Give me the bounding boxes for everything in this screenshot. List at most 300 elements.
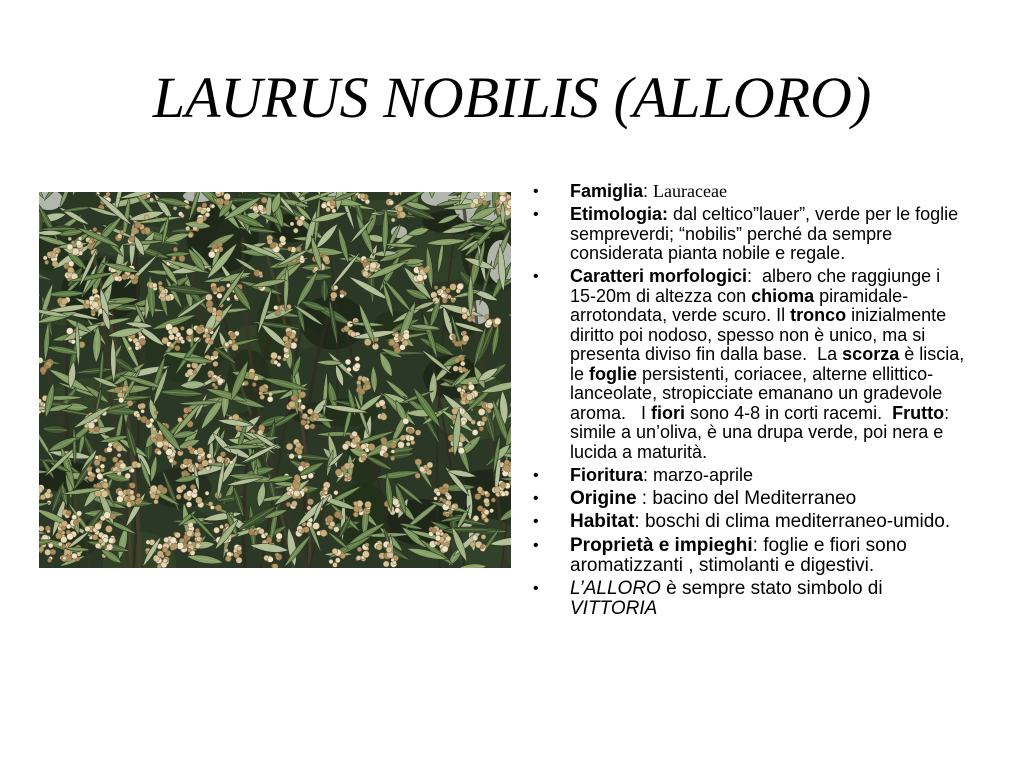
flower-bud — [249, 528, 254, 533]
origine-label: Origine — [570, 487, 637, 509]
flower-bud — [95, 456, 99, 460]
flower-bud — [61, 298, 67, 304]
flower-bud — [45, 549, 51, 555]
flower-bud — [107, 447, 113, 453]
flower-bud — [58, 542, 62, 546]
flower-bud — [409, 436, 414, 441]
flower-bud — [435, 535, 441, 541]
flower-bud — [188, 233, 193, 238]
flower-bud — [206, 467, 210, 471]
flower-bud — [216, 315, 222, 321]
flower-bud — [209, 340, 214, 345]
flower-bud — [163, 445, 168, 450]
flower-bud — [196, 536, 201, 541]
flower-bud — [144, 215, 149, 220]
flower-bud — [101, 490, 108, 497]
flower-bud — [206, 294, 213, 301]
flower-bud — [275, 553, 279, 557]
flower-bud — [500, 482, 506, 488]
flower-bud — [452, 504, 457, 509]
bullet-habitat — [533, 511, 970, 532]
flower-bud — [381, 414, 387, 420]
flower-bud — [120, 463, 126, 469]
flower-bud — [313, 417, 317, 421]
flower-bud — [131, 227, 138, 234]
flower-bud — [154, 499, 159, 504]
flower-bud — [170, 343, 174, 347]
flower-bud — [198, 455, 202, 459]
flower-bud — [457, 284, 463, 290]
flower-bud — [360, 193, 365, 198]
flower-bud — [320, 530, 327, 537]
flower-bud — [170, 537, 177, 544]
flower-bud — [271, 352, 278, 359]
flower-bud — [307, 499, 313, 505]
flower-bud — [68, 261, 74, 267]
flower-bud — [459, 356, 464, 361]
flower-bud — [286, 331, 291, 336]
flower-bud — [293, 490, 300, 497]
flower-bud — [73, 520, 79, 526]
flower-bud — [403, 418, 409, 424]
flower-bud — [289, 401, 296, 408]
flower-bud — [136, 414, 140, 418]
flower-bud — [340, 553, 345, 558]
flower-bud — [361, 444, 367, 450]
flower-bud — [326, 521, 330, 525]
bullet-marker: • — [533, 206, 539, 223]
flower-bud — [205, 212, 210, 217]
flower-bud — [71, 339, 76, 344]
flower-bud — [457, 387, 462, 392]
flower-bud — [454, 341, 459, 346]
flower-bud — [202, 460, 209, 467]
flower-bud — [472, 535, 478, 541]
flower-bud — [292, 501, 298, 507]
flower-bud — [52, 261, 58, 267]
flower-bud — [394, 192, 399, 195]
flower-bud — [260, 395, 265, 400]
flower-bud — [289, 454, 294, 459]
flower-bud — [370, 262, 377, 269]
flower-bud — [92, 534, 98, 540]
flower-bud — [424, 267, 430, 273]
flower-bud — [225, 556, 231, 562]
famiglia-separator: : — [643, 181, 654, 201]
flower-bud — [296, 442, 302, 448]
flower-bud — [188, 548, 192, 552]
caratteri-text: sono 4-8 in corti racemi. — [685, 402, 893, 423]
flower-bud — [462, 314, 468, 320]
flower-bud — [169, 334, 175, 340]
flower-bud — [487, 409, 491, 413]
flower-bud — [445, 513, 449, 517]
flower-bud — [306, 420, 310, 424]
flower-bud — [187, 445, 192, 450]
flower-bud — [84, 424, 88, 428]
flower-bud — [228, 340, 233, 345]
flower-bud — [193, 370, 197, 374]
flower-bud — [415, 459, 422, 466]
flower-bud — [208, 502, 212, 506]
flower-bud — [460, 361, 465, 366]
scorza-term: scorza — [842, 344, 900, 364]
flower-bud — [188, 522, 193, 527]
flower-bud — [88, 422, 95, 429]
flower-bud — [140, 403, 146, 409]
flower-bud — [104, 512, 111, 519]
flower-bud — [389, 200, 394, 205]
flower-bud — [130, 495, 135, 500]
caratteri-text: : simile a un’oliva, è una drupa verde, poi nera e lucida a maturità. — [570, 402, 955, 462]
flower-bud — [478, 198, 483, 203]
flower-bud — [214, 385, 218, 389]
flower-bud — [497, 208, 501, 212]
flower-bud — [141, 230, 145, 234]
flower-bud — [503, 465, 510, 472]
flower-bud — [434, 286, 438, 290]
flower-bud — [391, 456, 395, 460]
flower-bud — [211, 378, 215, 382]
flower-bud — [304, 424, 309, 429]
flower-bud — [173, 247, 177, 251]
flower-bud — [462, 331, 467, 336]
flower-bud — [472, 430, 478, 436]
flower-bud — [129, 483, 133, 487]
flower-bud — [56, 249, 60, 253]
flower-bud — [267, 239, 272, 244]
flower-bud — [269, 392, 273, 396]
flower-bud — [441, 489, 446, 494]
flower-bud — [186, 502, 192, 508]
flower-bud — [354, 436, 360, 442]
flower-bud — [130, 468, 134, 472]
flower-bud — [480, 545, 484, 549]
habitat-value: : boschi di clima mediterraneo-umido. — [634, 511, 951, 532]
flower-bud — [381, 437, 387, 443]
flower-bud — [195, 528, 199, 532]
flower-bud — [197, 217, 204, 224]
flower-bud — [323, 256, 330, 263]
flower-bud — [504, 460, 509, 465]
flower-bud — [176, 494, 181, 499]
flower-bud — [326, 207, 331, 212]
vittoria-term: VITTORIA — [570, 598, 658, 619]
flower-bud — [63, 556, 67, 560]
flower-bud — [230, 332, 236, 338]
flower-bud — [447, 495, 452, 500]
flower-bud — [39, 547, 44, 553]
flower-bud — [275, 310, 281, 316]
flower-bud — [362, 271, 368, 277]
flower-bud — [478, 409, 485, 416]
flower-bud — [92, 301, 99, 308]
flower-bud — [163, 559, 167, 563]
tronco-term: tronco — [790, 305, 847, 325]
flower-bud — [197, 448, 203, 454]
flower-bud — [268, 557, 274, 563]
flower-bud — [274, 305, 278, 309]
flower-bud — [40, 367, 47, 374]
flower-bud — [437, 290, 441, 294]
flower-bud — [215, 505, 221, 511]
flower-bud — [117, 496, 124, 503]
flower-bud — [224, 548, 228, 552]
flower-bud — [161, 289, 166, 294]
bullet-marker: • — [533, 489, 539, 507]
bullet-alloro-vittoria — [533, 578, 970, 619]
flower-bud — [264, 532, 268, 536]
flower-bud — [354, 501, 359, 506]
flower-bud — [39, 526, 44, 532]
flower-bud — [128, 346, 132, 350]
flower-bud — [208, 328, 212, 332]
flower-bud — [165, 295, 171, 301]
flower-bud — [313, 523, 320, 530]
flower-bud — [108, 443, 112, 447]
flower-bud — [307, 522, 313, 528]
flower-bud — [427, 462, 433, 468]
flower-bud — [40, 495, 45, 500]
flower-bud — [186, 226, 190, 230]
flower-bud — [393, 561, 397, 565]
flower-bud — [334, 491, 338, 495]
flower-bud — [344, 463, 350, 469]
flower-bud — [196, 497, 203, 504]
flower-bud — [342, 444, 348, 450]
flower-bud — [334, 286, 338, 290]
flower-bud — [156, 441, 163, 448]
flower-bud — [95, 543, 100, 548]
flower-bud — [112, 457, 118, 463]
flower-bud — [353, 512, 358, 517]
etimologia-text: dal celtico”lauer”, verde per le foglie sempreverdi; “nobilis” perché da sempre considerata pianta nobile e regale. — [570, 204, 964, 263]
flower-bud — [482, 416, 487, 421]
flower-bud — [355, 356, 360, 361]
flower-bud — [277, 363, 281, 367]
flower-bud — [442, 546, 448, 552]
flower-bud — [150, 198, 154, 202]
habitat-label: Habitat — [570, 511, 635, 532]
flower-bud — [411, 440, 415, 444]
flower-bud — [391, 450, 395, 454]
flower-bud — [436, 492, 440, 496]
flower-bud — [298, 455, 302, 459]
flower-bud — [67, 533, 74, 540]
bullet-marker: • — [533, 268, 539, 285]
flower-bud — [386, 547, 392, 553]
flower-bud — [324, 487, 328, 491]
flower-bud — [230, 461, 234, 465]
flower-bud — [171, 543, 178, 550]
flower-bud — [466, 394, 473, 401]
flower-bud — [117, 392, 122, 397]
flower-bud — [94, 460, 100, 466]
flower-bud — [66, 524, 71, 529]
flower-bud — [442, 499, 446, 503]
flower-bud — [445, 288, 450, 293]
flower-bud — [361, 376, 367, 382]
flower-bud — [368, 444, 375, 451]
flower-bud — [379, 400, 385, 406]
proprieta-label: Proprietà e impieghi — [570, 534, 753, 556]
flower-bud — [259, 386, 265, 392]
bullet-list — [533, 181, 970, 619]
flower-bud — [484, 518, 489, 523]
flower-bud — [154, 411, 158, 415]
flower-bud — [181, 340, 185, 344]
flower-bud — [352, 431, 358, 437]
flower-bud — [217, 242, 223, 248]
slide-title: LAURUS NOBILIS (ALLORO) — [152, 65, 872, 130]
flower-bud — [294, 338, 298, 342]
flower-bud — [135, 342, 140, 347]
flower-bud — [479, 427, 484, 432]
flower-bud — [389, 192, 393, 195]
flower-bud — [136, 463, 141, 468]
flower-bud — [122, 274, 128, 280]
flower-bud — [136, 498, 142, 504]
flower-bud — [330, 521, 335, 526]
flower-bud — [145, 419, 150, 424]
flower-bud — [47, 489, 51, 493]
flower-bud — [451, 299, 455, 303]
flower-bud — [175, 345, 180, 350]
flower-bud — [43, 256, 47, 260]
bullet-caratteri-morfologici — [533, 266, 970, 462]
flower-bud — [365, 501, 372, 508]
flower-bud — [484, 510, 489, 515]
flower-bud — [175, 532, 181, 538]
flower-bud — [224, 193, 231, 200]
flower-bud — [400, 344, 406, 350]
flower-bud — [307, 409, 313, 415]
flower-bud — [470, 203, 476, 209]
flower-bud — [77, 511, 82, 516]
flower-bud — [480, 421, 485, 426]
flower-bud — [288, 339, 292, 343]
flower-bud — [258, 271, 262, 275]
flower-bud — [232, 344, 239, 351]
flower-bud — [283, 336, 289, 342]
flower-bud — [47, 529, 51, 533]
flower-bud — [383, 452, 388, 457]
flower-bud — [390, 442, 397, 449]
flower-bud — [344, 474, 348, 478]
flower-bud — [146, 540, 150, 544]
laurel-photo-drawing — [39, 192, 511, 568]
flower-bud — [446, 536, 451, 541]
flower-bud — [95, 523, 102, 530]
flower-bud — [398, 441, 405, 448]
flower-bud — [47, 252, 52, 257]
flower-bud — [391, 218, 395, 222]
flower-bud — [72, 553, 78, 559]
flower-bud — [92, 288, 98, 294]
etimologia-label: Etimologia: — [570, 204, 668, 224]
flower-bud — [72, 515, 77, 520]
flower-bud — [158, 281, 162, 285]
bullet-marker: • — [533, 183, 539, 200]
flower-bud — [462, 335, 469, 342]
foglie-term: foglie — [589, 363, 638, 384]
flower-bud — [299, 391, 305, 397]
flower-bud — [329, 559, 333, 563]
flower-bud — [103, 537, 108, 542]
flower-bud — [106, 192, 110, 196]
flower-bud — [285, 342, 291, 348]
flower-bud — [415, 430, 421, 436]
flower-bud — [490, 509, 494, 513]
flower-bud — [216, 199, 221, 204]
flower-bud — [333, 562, 338, 567]
flower-bud — [114, 276, 119, 281]
flower-bud — [88, 476, 94, 482]
fiori-term: fiori — [651, 402, 686, 423]
flower-bud — [202, 203, 207, 208]
flower-bud — [113, 468, 117, 472]
flower-bud — [301, 420, 307, 426]
bullet-origine — [533, 487, 970, 509]
flower-bud — [108, 538, 114, 544]
alloro-text: è sempre stato simbolo di — [660, 578, 888, 599]
flower-bud — [193, 226, 198, 231]
famiglia-label: Famiglia — [570, 181, 644, 201]
flower-bud — [208, 251, 215, 258]
flower-bud — [206, 300, 213, 307]
flower-bud — [453, 366, 459, 372]
flower-bud — [294, 483, 300, 489]
flower-bud — [486, 320, 492, 326]
flower-bud — [208, 374, 212, 378]
flower-bud — [107, 544, 113, 550]
flower-bud — [484, 498, 490, 504]
flower-bud — [157, 551, 163, 557]
flower-bud — [89, 240, 93, 244]
flower-bud — [105, 526, 112, 533]
flower-bud — [61, 531, 65, 535]
flower-bud — [67, 244, 73, 250]
flower-bud — [186, 530, 192, 536]
flower-bud — [283, 357, 287, 361]
flower-bud — [213, 287, 217, 291]
flower-bud — [408, 428, 414, 434]
flower-bud — [205, 491, 209, 495]
flower-bud — [397, 206, 403, 212]
chioma-term: chioma — [751, 285, 815, 306]
flower-bud — [150, 493, 155, 498]
flower-bud — [475, 494, 481, 500]
flower-bud — [129, 490, 134, 495]
flower-bud — [442, 298, 447, 303]
flower-bud — [47, 558, 51, 562]
caratteri-text: piramidale-arrotondata, verde scuro. Il — [570, 285, 909, 325]
flower-bud — [477, 487, 483, 493]
flower-bud — [116, 445, 123, 452]
flower-bud — [66, 510, 71, 515]
flower-bud — [324, 491, 328, 495]
flower-bud — [39, 357, 43, 363]
flower-bud — [347, 367, 352, 372]
flower-bud — [261, 197, 267, 203]
flower-bud — [303, 413, 308, 418]
bullet-etimologia — [533, 204, 970, 264]
flower-bud — [97, 473, 103, 479]
flower-bud — [258, 205, 264, 211]
bullet-famiglia — [533, 181, 970, 202]
caratteri-label: Caratteri morfologici — [570, 266, 748, 286]
flower-bud — [296, 448, 302, 454]
